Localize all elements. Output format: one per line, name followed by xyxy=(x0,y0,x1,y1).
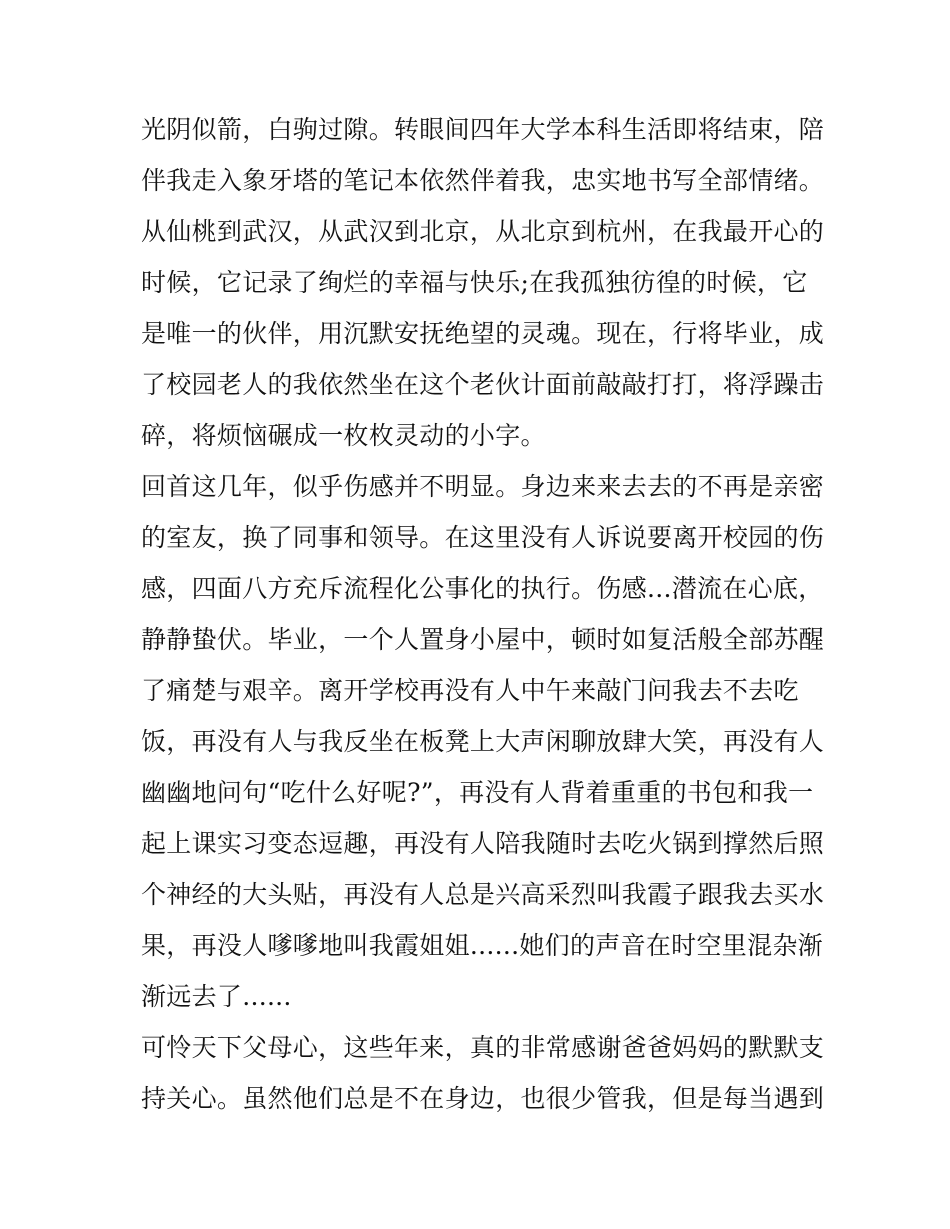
text-line: 的室友，换了同事和领导。在这里没有人诉说要离开校园的伤 xyxy=(141,523,825,552)
text-line: 饭，再没有人与我反坐在板凳上大声闲聊放肆大笑，再没有人 xyxy=(141,727,825,756)
text-line: 感，四面八方充斥流程化公事化的执行。伤感...潜流在心底， xyxy=(141,574,824,603)
text-line: 果，再没人嗲嗲地叫我霞姐姐......她们的声音在时空里混杂渐 xyxy=(141,931,823,960)
text-line: 幽幽地问句“吃什么好呢?”，再没有人背着重重的书包和我一 xyxy=(141,778,814,807)
text-line: 伴我走入象牙塔的笔记本依然伴着我，忠实地书写全部情绪。 xyxy=(141,166,825,195)
text-line: 个神经的大头贴，再没有人总是兴高采烈叫我霞子跟我去买水 xyxy=(141,880,825,909)
text-line: 时候，它记录了绚烂的幸福与快乐;在我孤独彷徨的时候，它 xyxy=(141,268,808,297)
text-line: 光阴似箭，白驹过隙。转眼间四年大学本科生活即将结束，陪 xyxy=(141,115,825,144)
text-line: 可怜天下父母心，这些年来，真的非常感谢爸爸妈妈的默默支 xyxy=(141,1033,825,1062)
text-line: 起上课实习变态逗趣，再没有人陪我随时去吃火锅到撑然后照 xyxy=(141,829,825,858)
text-line: 渐远去了...... xyxy=(141,982,292,1011)
text-line: 从仙桃到武汉，从武汉到北京，从北京到杭州，在我最开心的 xyxy=(141,217,825,246)
text-line: 持关心。虽然他们总是不在身边，也很少管我，但是每当遇到 xyxy=(141,1084,825,1113)
text-line: 了痛楚与艰辛。离开学校再没有人中午来敲门问我去不去吃 xyxy=(141,676,799,705)
text-line: 是唯一的伙伴，用沉默安抚绝望的灵魂。现在，行将毕业，成 xyxy=(141,319,825,348)
text-line: 静静蛰伏。毕业，一个人置身小屋中，顿时如复活般全部苏醒 xyxy=(141,625,825,654)
text-line: 碎，将烦恼碾成一枚枚灵动的小字。 xyxy=(141,421,546,450)
text-line: 回首这几年，似乎伤感并不明显。身边来来去去的不再是亲密 xyxy=(141,472,825,501)
text-line: 了校园老人的我依然坐在这个老伙计面前敲敲打打，将浮躁击 xyxy=(141,370,825,399)
body-text xyxy=(141,104,825,1124)
